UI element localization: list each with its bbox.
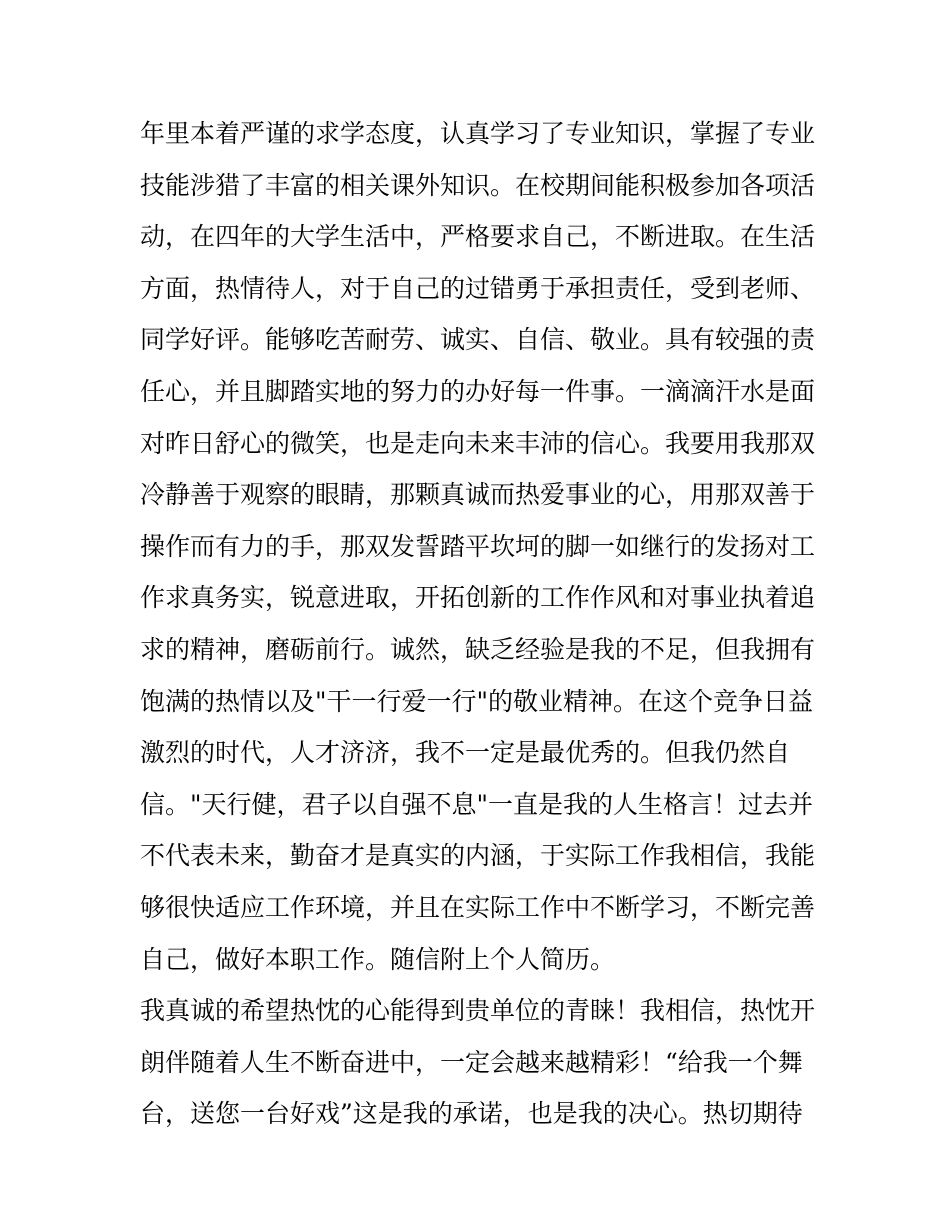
text-line: 自己，做好本职工作。随信附上个人简历。: [140, 944, 616, 974]
text-line: 我真诚的希望热忱的心能得到贵单位的青睐！我相信，热忱开: [140, 996, 816, 1026]
text-line: 任心，并且脚踏实地的努力的办好每一件事。一滴滴汗水是面: [140, 376, 816, 406]
text-line: 饱满的热情以及"干一行爱一行"的敬业精神。在这个竞争日益: [140, 686, 814, 716]
text-line: 年里本着严谨的求学态度，认真学习了专业知识，掌握了专业: [140, 119, 816, 148]
text-line: 方面，热情待人，对于自己的过错勇于承担责任，受到老师、: [140, 273, 816, 303]
text-line: 求的精神，磨砺前行。诚然，缺乏经验是我的不足，但我拥有: [140, 634, 816, 664]
text-line: 对昨日舒心的微笑，也是走向未来丰沛的信心。我要用我那双: [140, 428, 816, 458]
text-line: 动，在四年的大学生活中，严格要求自己，不断进取。在生活: [140, 222, 816, 252]
text-line: 同学好评。能够吃苦耐劳、诚实、自信、敬业。具有较强的责: [140, 325, 816, 355]
text-line: 冷静善于观察的眼睛，那颗真诚而热爱事业的心，用那双善于: [140, 480, 816, 510]
text-line: 操作而有力的手，那双发誓踏平坎坷的脚一如继行的发扬对工: [140, 531, 816, 561]
text-line: 激烈的时代，人才济济，我不一定是最优秀的。但我仍然自: [140, 738, 791, 768]
text-line: 够很快适应工作环境，并且在实际工作中不断学习，不断完善: [140, 892, 816, 922]
body-text: [140, 108, 820, 1140]
text-line: 朗伴随着人生不断奋进中，一定会越来越精彩！“给我一个舞: [140, 1047, 803, 1077]
text-line: 不代表未来，勤奋才是真实的内涵，于实际工作我相信，我能: [140, 841, 816, 871]
text-line: 技能涉猎了丰富的相关课外知识。在校期间能积极参加各项活: [140, 170, 816, 200]
text-line: 信。"天行健，君子以自强不息"一直是我的人生格言！过去并: [140, 789, 814, 819]
text-line: 作求真务实，锐意进取，开拓创新的工作作风和对事业执着追: [140, 583, 816, 613]
text-line: 台，送您一台好戏”这是我的承诺，也是我的决心。热切期待: [140, 1099, 803, 1129]
